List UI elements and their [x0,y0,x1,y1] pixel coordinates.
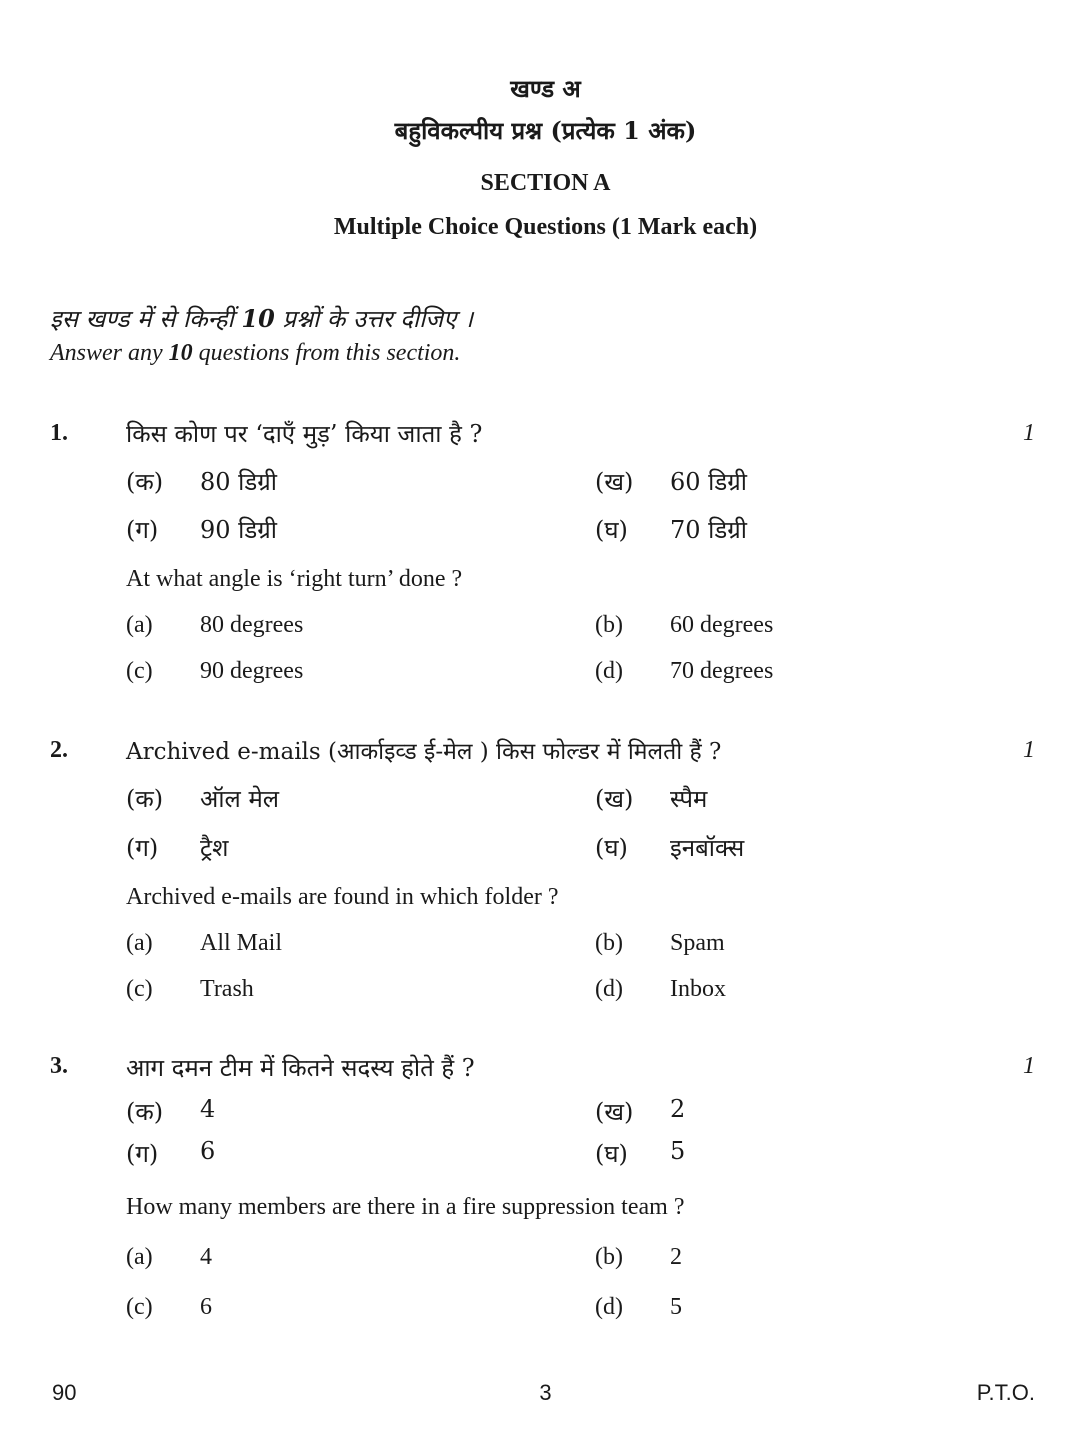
option-label: (ख) [595,1098,634,1126]
option-label: (b) [595,612,623,638]
option-label: (क) [126,1098,164,1126]
option-label: (b) [595,1244,623,1270]
hindi-instruction-post: प्रश्नों के उत्तर दीजिए । [274,305,474,333]
question-hindi-text: किस कोण पर ‘दाएँ मुड़’ किया जाता है ? [126,420,483,448]
option-text: 2 [670,1095,686,1123]
option-text: 90 डिग्री [200,516,277,544]
option-text: Trash [200,976,254,1002]
question-number: 1. [50,420,68,446]
option-text: 70 डिग्री [670,516,747,544]
option-text: इनबॉक्स [670,834,745,862]
option-label: (ख) [595,468,634,496]
option-text: स्पैम [670,785,708,813]
option-text: Inbox [670,976,726,1002]
option-label: (c) [126,658,153,684]
option-label: (d) [595,658,623,684]
english-instruction-pre: Answer any [50,340,169,366]
option-label: (b) [595,930,623,956]
pto-label: P.T.O. [976,1380,1035,1405]
option-text: 2 [670,1244,682,1270]
option-text: 90 degrees [200,658,304,684]
option-label: (घ) [595,834,628,862]
option-label: (c) [126,1294,153,1320]
option-label: (ख) [595,785,634,813]
option-text: All Mail [200,930,282,956]
english-instruction [50,340,460,367]
option-label: (क) [126,785,164,813]
option-text: 70 degrees [670,658,774,684]
hindi-instruction [50,302,473,335]
question-number: 3. [50,1053,68,1079]
option-text: 60 डिग्री [670,468,747,496]
english-instruction-number: 10 [168,340,193,366]
option-text: 6 [200,1137,216,1165]
hindi-instruction-number: 10 [241,304,275,333]
question-hindi-text: Archived e-mails (आर्काइव्ड ई-मेल ) किस फोल्डर में मिलती हैं ? [126,739,722,765]
option-text: Spam [670,930,725,956]
section-subtitle: Multiple Choice Questions (1 Mark each) [333,214,758,240]
question-marks: 1 [1023,420,1035,446]
option-text: 4 [200,1244,212,1270]
option-label: (a) [126,930,153,956]
option-text: 80 degrees [200,612,304,638]
question-marks: 1 [1023,1053,1035,1079]
question-number: 2. [50,737,68,763]
option-label: (a) [126,612,153,638]
option-label: (d) [595,976,623,1002]
option-text: ऑल मेल [200,785,280,813]
option-label: (क) [126,468,164,496]
option-text: 80 डिग्री [200,468,277,496]
hindi-section-heading: खण्ड अ [510,74,581,103]
question-hindi-text: आग दमन टीम में कितने सदस्य होते हैं ? [126,1054,475,1082]
option-label: (घ) [595,1140,628,1168]
option-text: 4 [200,1095,216,1123]
question-marks: 1 [1023,737,1035,763]
question-english-text: How many members are there in a fire suppression team ? [126,1194,685,1220]
question-english-text: Archived e-mails are found in which folder ? [126,884,559,910]
english-instruction-post: questions from this section. [192,340,461,366]
option-label: (ग) [126,834,159,862]
option-label: (ग) [126,1140,159,1168]
hindi-subtitle: बहुविकल्पीय प्रश्न (प्रत्येक 1 अंक) [394,116,697,145]
option-label: (d) [595,1294,623,1320]
option-label: (घ) [595,516,628,544]
question-english-text: At what angle is ‘right turn’ done ? [126,566,463,592]
option-text: 6 [200,1294,212,1320]
page-number: 3 [539,1380,552,1405]
section-heading: SECTION A [480,170,611,196]
option-label: (ग) [126,516,159,544]
option-text: 60 degrees [670,612,774,638]
paper-code: 90 [52,1380,77,1405]
option-label: (a) [126,1244,153,1270]
option-text: 5 [670,1137,686,1165]
option-label: (c) [126,976,153,1002]
hindi-instruction-pre: इस खण्ड में से किन्हीं [50,305,242,333]
option-text: 5 [670,1294,682,1320]
option-text: ट्रैश [200,834,229,862]
